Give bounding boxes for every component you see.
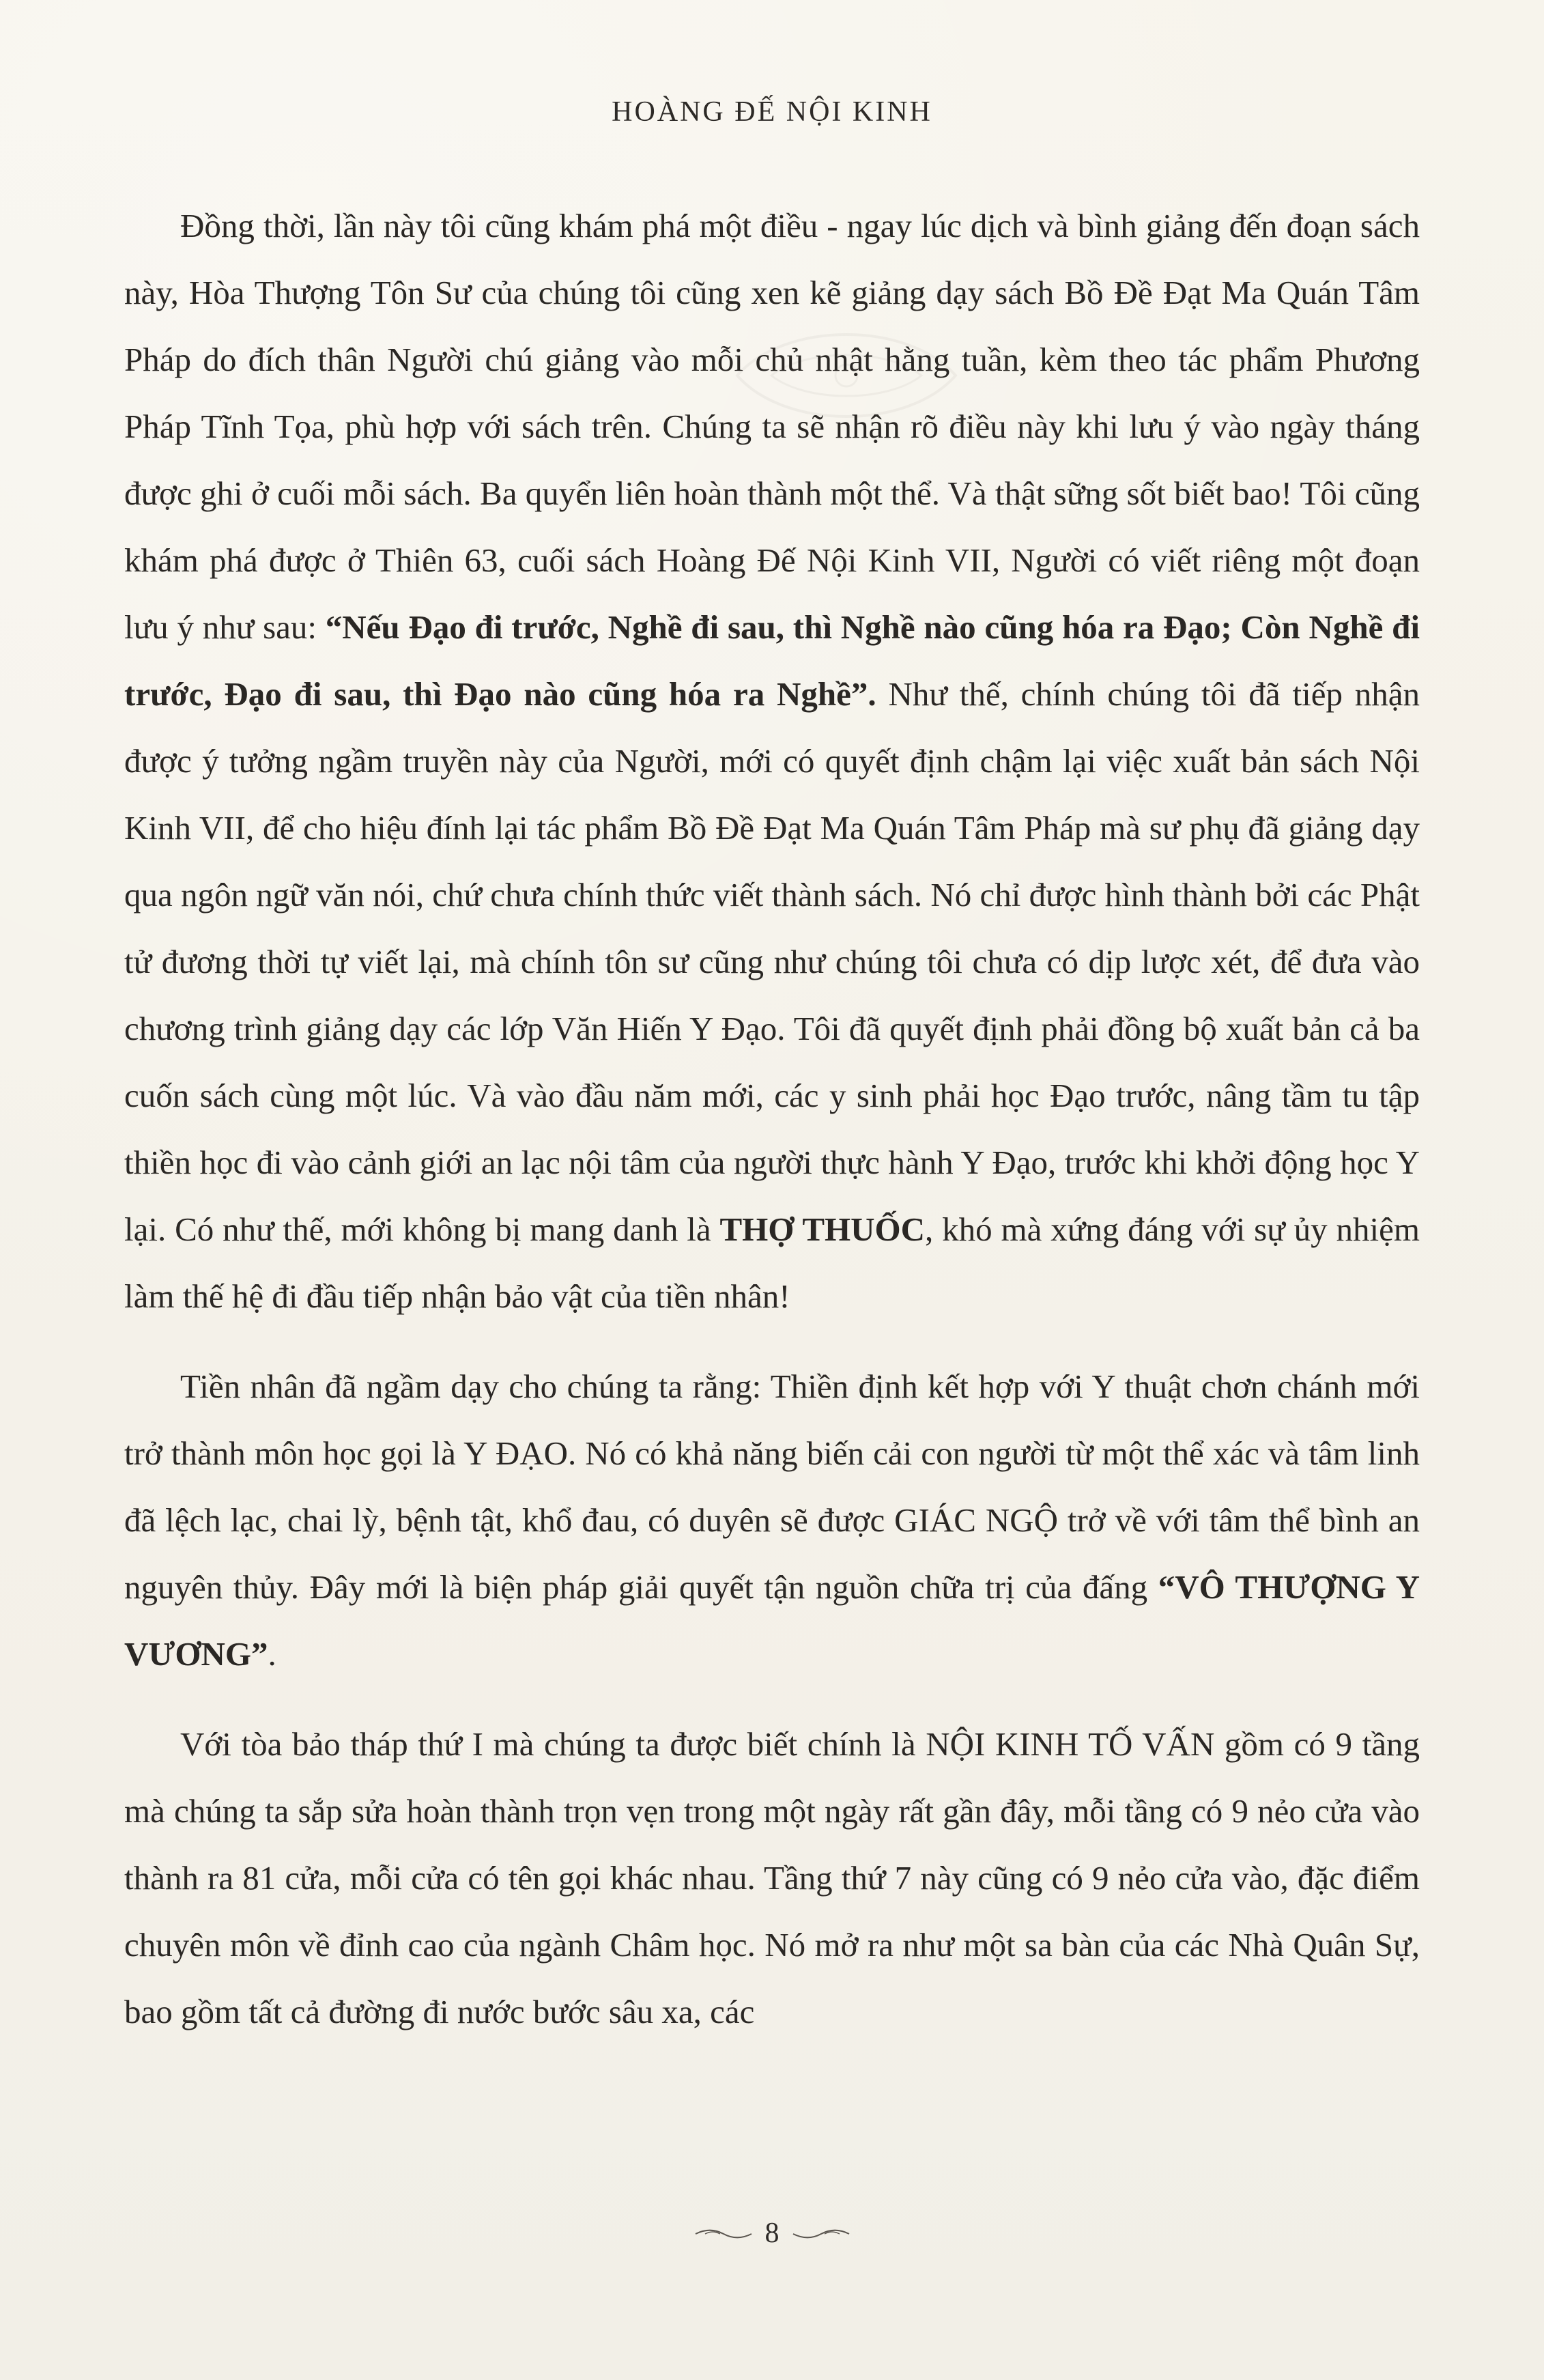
right-ornament-icon — [792, 2227, 850, 2239]
bold-term-tho-thuoc: THỢ THUỐC — [719, 1210, 926, 1248]
bold-quote: “Nếu Đạo đi trước, Nghề đi sau, thì Nghề nào cũng hóa ra Đạo; Còn Nghề đi trước, Đạo đi sau, thì Đạo nào cũng hóa ra Nghề”. — [124, 608, 1420, 713]
paragraph-3: Với tòa bảo tháp thứ I mà chúng ta được biết chính là NỘI KINH TỐ VẤN gồm có 9 tầng mà chúng ta sắp sửa hoàn thành trọn vẹn trong một ngày rất gần đây, mỗi tầng có 9 nẻo cửa vào thành ra 81 cửa, mỗi cửa có tên gọi khác nhau. Tầng thứ 7 này cũng có 9 nẻo cửa vào, đặc điểm chuyên môn về đỉnh cao của ngành Châm học. Nó mở ra như một sa bàn của các Nhà Quân Sự, bao gồm tất cả đường đi nước bước sâu xa, các — [124, 1725, 1420, 2030]
running-header: HOÀNG ĐẾ NỘI KINH — [612, 96, 932, 128]
page-number: 8 — [764, 2218, 780, 2249]
paragraph-1-part-3: , khó mà xứng đáng với sự ủy nhiệm làm thế hệ đi đầu tiếp nhận bảo vật của tiền nhân! — [124, 1210, 1420, 1315]
page-footer — [0, 2215, 1544, 2252]
body-text — [124, 193, 1420, 2045]
bold-term-vo-thuong-y-vuong: “VÔ THƯỢNG Y VƯƠNG” — [124, 1568, 1420, 1673]
paragraph-2-part-2: . — [268, 1635, 276, 1673]
paragraph-1-part-1: Đồng thời, lần này tôi cũng khám phá một điều - ngay lúc dịch và bình giảng đến đoạn sách này, Hòa Thượng Tôn Sư của chúng tôi cũng xen kẽ giảng dạy sách Bồ Đề Đạt Ma Quán Tâm Pháp do đích thân Người chú giảng vào mỗi chủ nhật hằng tuần, kèm theo tác phẩm Phương Pháp Tĩnh Tọa, phù hợp với sách trên. Chúng ta sẽ nhận rõ điều này khi lưu ý vào ngày tháng được ghi ở cuối mỗi sách. Ba quyển liên hoàn thành một thể. Và thật sững sốt biết bao! Tôi cũng khám phá được ở Thiên 63, cuối sách Hoàng Đế Nội Kinh VII, Người có viết riêng một đoạn lưu ý như sau: — [124, 207, 1420, 646]
paragraph-2-part-1: Tiền nhân đã ngầm dạy cho chúng ta rằng: Thiền định kết hợp với Y thuật chơn chánh mới trở thành môn học gọi là Y ĐẠO. Nó có khả năng biến cải con người từ một thể xác và tâm linh đã lệch lạc, chai lỳ, bệnh tật, khổ đau, có duyên sẽ được GIÁC NGỘ trở về với tâm thể bình an nguyên thủy. Đây mới là biện pháp giải quyết tận nguồn chữa trị của đấng — [124, 1368, 1420, 1606]
paragraph-1-part-2: Như thế, chính chúng tôi đã tiếp nhận được ý tưởng ngầm truyền này của Người, mới có quyết định chậm lại việc xuất bản sách Nội Kinh VII, để cho hiệu đính lại tác phẩm Bồ Đề Đạt Ma Quán Tâm Pháp mà sư phụ đã giảng dạy qua ngôn ngữ văn nói, chứ chưa chính thức viết thành sách. Nó chỉ được hình thành bởi các Phật tử đương thời tự viết lại, mà chính tôn sư cũng như chúng tôi chưa có dịp lược xét, để đưa vào chương trình giảng dạy các lớp Văn Hiến Y Đạo. Tôi đã quyết định phải đồng bộ xuất bản cả ba cuốn sách cùng một lúc. Và vào đầu năm mới, các y sinh phải học Đạo trước, nâng tầm tu tập thiền học đi vào cảnh giới an lạc nội tâm của người thực hành Y Đạo, trước khi khởi động học Y lại. Có như thế, mới không bị mang danh là — [124, 675, 1420, 1248]
left-ornament-icon — [694, 2227, 753, 2239]
paragraph-1 — [124, 193, 1420, 1330]
paragraph-2 — [124, 1353, 1420, 1688]
